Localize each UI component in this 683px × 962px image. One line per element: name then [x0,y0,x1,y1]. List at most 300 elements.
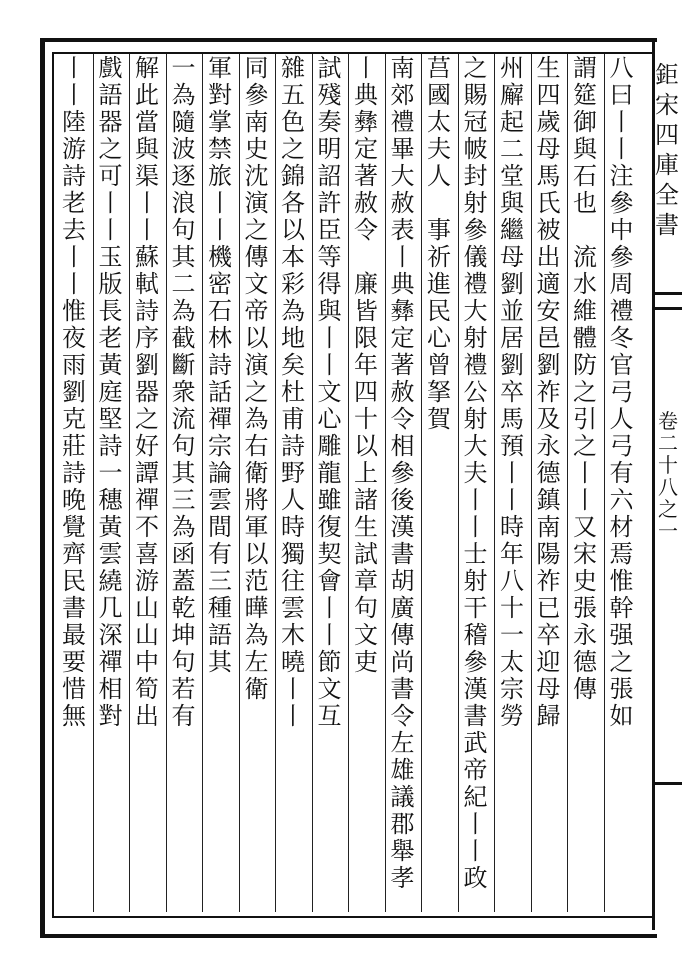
glyph: 丨 [62,81,86,109]
glyph: 語 [98,81,123,109]
glyph: 丨 [317,594,342,622]
glyph: 如 [609,702,634,730]
glyph: 為 [244,405,269,433]
glyph: 禪 [208,405,232,433]
glyph: 文 [317,378,342,406]
glyph: 截 [171,324,196,352]
glyph: 劉 [62,378,86,406]
glyph: 石 [208,297,232,325]
glyph: 以 [354,432,378,460]
glyph: 掌 [208,108,232,136]
glyph: 生 [354,513,378,541]
glyph: 傳 [573,675,597,703]
glyph: 吏 [354,648,378,676]
glyph: 卒 [500,378,524,406]
glyph: 石 [573,162,597,190]
glyph: 八 [609,54,634,82]
glyph: 之 [573,378,597,406]
text-column [569,55,601,910]
glyph: 周 [609,270,634,298]
glyph: 曾 [427,351,451,379]
glyph: 八 [500,567,524,595]
glyph: 雄 [390,756,415,784]
glyph: 几 [98,594,123,622]
column-rule [93,54,94,912]
glyph: 句 [354,594,378,622]
glyph: 以 [244,540,269,568]
glyph: 以 [244,324,269,352]
glyph: 為 [171,513,196,541]
glyph: 祚 [536,378,561,406]
glyph: 奏 [317,108,342,136]
glyph: 陸 [62,108,86,136]
glyph: 書 [390,540,415,568]
glyph: 衛 [244,675,269,703]
fish-tail-mark [652,292,682,310]
glyph: 老 [62,189,86,217]
glyph: 禮 [463,270,488,298]
glyph: 陽 [536,540,561,568]
glyph: 逐 [171,162,196,190]
glyph: 民 [427,297,451,325]
glyph: 與 [135,135,159,163]
glyph: 冠 [463,108,488,136]
glyph: 隨 [171,108,196,136]
glyph: 五 [281,81,305,109]
glyph: 赦 [354,189,378,217]
glyph: 對 [208,81,232,109]
glyph: 後 [390,486,415,514]
glyph: 二 [500,135,524,163]
glyph: 得 [317,270,342,298]
glyph: 勞 [500,702,524,730]
glyph: 最 [62,621,86,649]
glyph: 祈 [427,243,451,271]
glyph: 句 [171,216,196,244]
glyph: 帝 [244,297,269,325]
glyph: 一 [98,459,123,487]
glyph: 三 [208,567,232,595]
glyph: 文 [244,270,269,298]
glyph: 章 [354,567,378,595]
glyph: 焉 [609,540,634,568]
glyph: 林 [208,324,232,352]
glyph: 幹 [609,594,634,622]
text-column [204,55,236,910]
glyph: 色 [281,108,305,136]
glyph: 著 [390,351,415,379]
glyph: 丨 [62,243,86,271]
column-rule [348,54,349,912]
glyph: 被 [536,216,561,244]
glyph: 句 [171,648,196,676]
glyph: 起 [500,108,524,136]
glyph: 宗 [500,675,524,703]
glyph: 一 [500,621,524,649]
glyph: 十 [354,405,378,433]
glyph: 史 [244,135,269,163]
glyph: 之 [98,135,123,163]
glyph: 演 [244,351,269,379]
glyph: 鎮 [536,486,561,514]
glyph: 有 [609,459,634,487]
glyph: 夜 [62,324,86,352]
glyph: 體 [573,324,597,352]
glyph: 為 [281,297,305,325]
column-rule [166,54,167,912]
glyph: 乾 [171,594,196,622]
glyph: 為 [244,621,269,649]
glyph: 南 [536,513,561,541]
glyph: 臣 [317,216,342,244]
glyph: 國 [427,81,451,109]
glyph: 丨 [208,216,232,244]
glyph: 詩 [208,351,232,379]
glyph: 材 [609,513,634,541]
glyph: 公 [463,378,488,406]
glyph: 赦 [390,189,415,217]
glyph: 張 [609,675,634,703]
glyph: 劉 [500,351,524,379]
glyph: 禮 [463,351,488,379]
glyph: 雖 [317,486,342,514]
glyph: 許 [317,189,342,217]
glyph: 儀 [463,243,488,271]
glyph: 山 [135,594,159,622]
glyph: 四 [536,81,561,109]
glyph: 令 [390,405,415,433]
glyph: 斷 [171,351,196,379]
glyph: 其 [208,648,232,676]
glyph: 之 [244,378,269,406]
glyph: 表 [390,216,415,244]
glyph: 丨 [463,486,488,514]
glyph: 穗 [98,486,123,514]
glyph: 心 [317,405,342,433]
glyph: 丨 [98,216,123,244]
glyph: 事 [427,216,451,244]
glyph: 丨 [281,702,305,730]
glyph: 州 [500,54,524,82]
glyph: 郊 [390,81,415,109]
glyph: 史 [573,567,597,595]
glyph: 序 [135,324,159,352]
glyph: 往 [281,567,305,595]
glyph: 限 [354,324,378,352]
glyph: 惜 [62,675,86,703]
glyph: 坤 [171,621,196,649]
glyph: 游 [62,135,86,163]
glyph: 莊 [62,432,86,460]
glyph: 與 [500,189,524,217]
text-column [387,55,419,910]
glyph: 定 [390,324,415,352]
glyph: 雕 [317,432,342,460]
glyph: 為 [171,297,196,325]
glyph: 禁 [208,135,232,163]
glyph: 書 [463,702,488,730]
glyph: 謂 [573,54,597,82]
glyph: 干 [463,594,488,622]
glyph: 典 [354,81,378,109]
glyph: 戲 [98,54,123,82]
glyph: 契 [317,540,342,568]
glyph: 劉 [536,351,561,379]
glyph: 南 [244,108,269,136]
glyph: 本 [281,243,305,271]
glyph: 禮 [609,297,634,325]
glyph: 永 [573,621,597,649]
text-column [533,55,565,910]
glyph: 典 [390,270,415,298]
glyph: 水 [573,270,597,298]
glyph: 胡 [390,567,415,595]
glyph: 地 [281,324,305,352]
glyph: 詩 [62,459,86,487]
glyph: 郡 [390,810,415,838]
glyph: 諸 [354,486,378,514]
glyph: 以 [281,216,305,244]
glyph: 相 [390,432,415,460]
glyph: 將 [244,486,269,514]
glyph: 機 [208,243,232,271]
glyph: 彝 [354,108,378,136]
glyph: 試 [317,54,342,82]
glyph: 雲 [98,540,123,568]
glyph: 時 [281,513,305,541]
glyph: 南 [390,54,415,82]
glyph: 句 [171,432,196,460]
glyph: 丨 [354,54,378,82]
glyph: 游 [135,567,159,595]
glyph: 惟 [609,567,634,595]
glyph: 左 [244,648,269,676]
glyph: 深 [98,621,123,649]
glyph: 會 [317,567,342,595]
glyph: 杜 [281,378,305,406]
glyph: 又 [573,513,597,541]
glyph: 張 [573,594,597,622]
glyph: 十 [500,594,524,622]
glyph: 解 [135,54,159,82]
glyph: 筵 [573,81,597,109]
glyph: 畢 [390,135,415,163]
glyph: 二 [171,270,196,298]
glyph: 甫 [281,405,305,433]
glyph: 議 [390,783,415,811]
text-column [423,55,455,910]
glyph: 左 [390,729,415,757]
glyph: 譚 [135,459,159,487]
glyph: 之 [281,135,305,163]
glyph: 軍 [244,513,269,541]
glyph: 卒 [536,621,561,649]
text-column [277,55,309,910]
glyph: 出 [536,243,561,271]
glyph: 拏 [427,378,451,406]
glyph: 可 [98,162,123,190]
glyph: 年 [500,540,524,568]
glyph: 帔 [463,135,488,163]
glyph: 丨 [317,324,342,352]
glyph: 丨 [463,513,488,541]
text-column [606,55,638,910]
glyph: 種 [208,594,232,622]
glyph: 渠 [135,162,159,190]
glyph: 御 [573,108,597,136]
glyph: 孝 [390,864,415,892]
glyph: 劉 [500,270,524,298]
glyph: 間 [208,513,232,541]
glyph: 錦 [281,162,305,190]
glyph: 參 [463,648,488,676]
glyph: 引 [573,405,597,433]
glyph: 矣 [281,351,305,379]
glyph: 中 [609,216,634,244]
glyph: 互 [317,702,342,730]
glyph: 參 [390,459,415,487]
glyph: 論 [208,459,232,487]
glyph: 官 [609,351,634,379]
glyph: 惟 [62,297,86,325]
text-column [131,55,163,910]
glyph: 參 [609,189,634,217]
glyph: 曰 [609,81,634,109]
column-rule [312,54,313,912]
glyph: 也 [573,189,597,217]
glyph: 廨 [500,81,524,109]
glyph: 其 [171,243,196,271]
glyph: 傳 [244,243,269,271]
glyph: 軍 [208,54,232,82]
glyph: 有 [171,702,196,730]
glyph: 詩 [281,432,305,460]
glyph: 殘 [317,81,342,109]
glyph: 蓋 [171,567,196,595]
glyph: 封 [463,162,488,190]
glyph: 范 [244,567,269,595]
glyph [427,190,451,217]
glyph: 曉 [281,648,305,676]
glyph: 密 [208,270,232,298]
glyph: 庭 [98,378,123,406]
glyph: 與 [317,297,342,325]
glyph: 文 [317,675,342,703]
glyph: 此 [135,81,159,109]
glyph: 軾 [135,270,159,298]
glyph: 舉 [390,837,415,865]
glyph: 維 [573,297,597,325]
glyph: 丨 [62,270,86,298]
column-rule [567,54,568,912]
glyph: 詩 [62,162,86,190]
glyph: 浪 [171,189,196,217]
glyph: 要 [62,648,86,676]
glyph: 丨 [463,810,488,838]
glyph: 雜 [281,54,305,82]
glyph: 之 [244,216,269,244]
glyph: 雨 [62,351,86,379]
glyph: 等 [317,243,342,271]
glyph: 書 [390,675,415,703]
glyph: 丨 [62,54,86,82]
glyph: 與 [573,135,597,163]
glyph: 明 [317,135,342,163]
glyph: 各 [281,189,305,217]
glyph: 衆 [171,378,196,406]
glyph: 母 [536,675,561,703]
glyph: 射 [463,324,488,352]
glyph: 漢 [390,513,415,541]
glyph: 母 [536,135,561,163]
column-rule [385,54,386,912]
glyph: 右 [244,432,269,460]
glyph: 士 [463,540,488,568]
glyph: 筍 [135,675,159,703]
glyph: 丨 [500,486,524,514]
glyph: 令 [390,702,415,730]
glyph: 山 [135,621,159,649]
glyph: 宗 [208,432,232,460]
glyph: 大 [390,162,415,190]
glyph: 劉 [135,351,159,379]
glyph: 六 [609,486,634,514]
glyph: 丨 [317,621,342,649]
glyph: 丨 [281,675,305,703]
glyph: 馬 [500,405,524,433]
column-rule [202,54,203,912]
column-rule [458,54,459,912]
glyph: 大 [463,432,488,460]
glyph: 波 [171,135,196,163]
glyph: 詔 [317,162,342,190]
glyph: 彝 [390,297,415,325]
glyph: 丨 [317,351,342,379]
glyph: 太 [500,648,524,676]
glyph: 氏 [536,189,561,217]
glyph: 書 [62,594,86,622]
glyph: 話 [208,378,232,406]
glyph: 喜 [135,540,159,568]
glyph: 演 [244,189,269,217]
glyph: 丨 [463,837,488,865]
text-column [314,55,346,910]
glyph: 語 [208,621,232,649]
glyph: 年 [354,351,378,379]
glyph: 丨 [98,189,123,217]
glyph: 沈 [244,162,269,190]
glyph: 著 [354,162,378,190]
glyph: 木 [281,621,305,649]
glyph: 居 [500,324,524,352]
glyph: 漢 [463,675,488,703]
glyph: 迎 [536,648,561,676]
glyph: 若 [171,675,196,703]
glyph: 禮 [390,108,415,136]
glyph: 已 [536,594,561,622]
glyph: 祚 [536,567,561,595]
glyph: 之 [573,432,597,460]
glyph: 預 [500,432,524,460]
column-rule [239,54,240,912]
glyph: 弓 [609,432,634,460]
glyph: 其 [171,459,196,487]
glyph: 彩 [281,270,305,298]
glyph: 黃 [98,351,123,379]
glyph: 德 [536,459,561,487]
glyph: 丨 [208,189,232,217]
glyph: 射 [463,567,488,595]
